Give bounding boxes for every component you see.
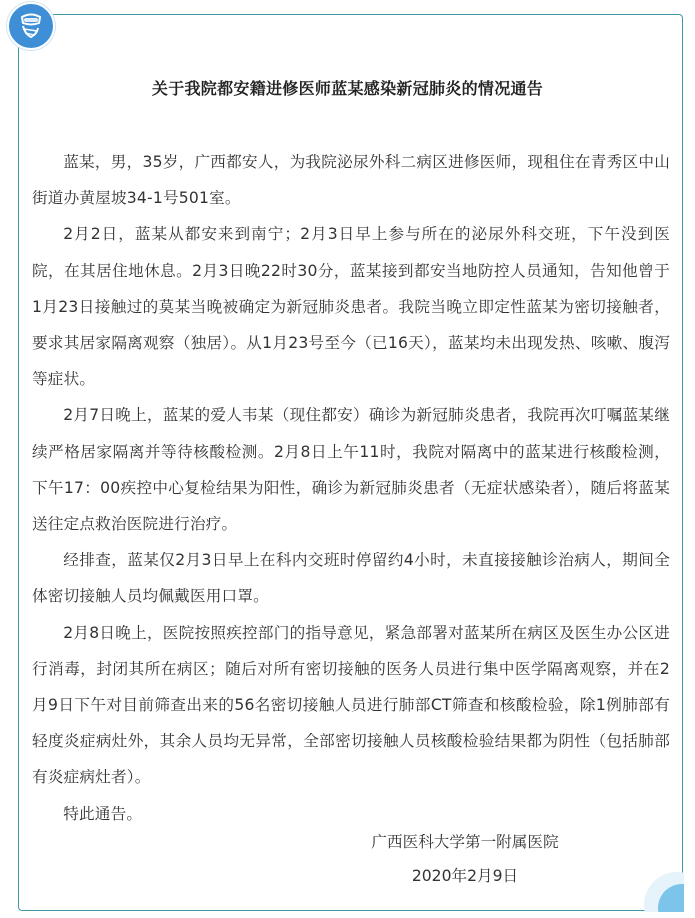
paragraph-diagnosis: 2月7日晚上，蓝某的爱人韦某（现住都安）确诊为新冠肺炎患者，我院再次叮嘱蓝某继续严格居家隔离并等待核酸检测。2月8日上午11时，我院对隔离中的蓝某进行核酸检测，下午17：00疾控中心复检结果为阳性，确诊为新冠肺炎患者（无症状感染者），随后将蓝某送往定点救治医院进行治疗。 — [32, 406, 670, 534]
corner-decoration — [644, 872, 684, 912]
paragraph-personal-info: 蓝某，男，35岁，广西都安人，为我院泌尿外科二病区进修医师，现租住在青秀区中山街道办黄屋坡34-1号501室。 — [32, 153, 670, 208]
notice-title: 关于我院都安籍进修医师蓝某感染新冠肺炎的情况通告 — [151, 79, 544, 98]
paragraph-timeline-feb2: 2月2日，蓝某从都安来到南宁；2月3日早上参与所在的泌尿外科交班，下午没到医院，在其居住地休息。2月3日晚22时30分，蓝某接到都安当地防控人员通知，告知他曾于1月23日接触过的莫某当晚被确定为新冠肺炎患者。我院当晚立即定性蓝某为密切接触者，要求其居家隔离观察（独居）。从1月23号至今（已16天），蓝某均未出现发热、咳嗽、腹泻等症状。 — [32, 225, 670, 389]
paragraph-hospital-response: 2月8日晚上，医院按照疾控部门的指导意见，紧急部署对蓝某所在病区及医生办公区进行消毒，封闭其所在病区；随后对所有密切接触的医务人员进行集中医学隔离观察，并在2月9日下午对目前筛查出来的56名密切接触人员进行肺部CT筛查和核酸检验，除1例肺部有轻度炎症病灶外，其余人员均无异常，全部密切接触人员核酸检验结果都为阴性（包括肺部有炎症病灶者）。 — [32, 623, 670, 787]
notice-body — [32, 144, 670, 832]
mask-goggles-icon — [7, 2, 55, 50]
paragraph-contact-investigation: 经排查，蓝某仅2月3日早上在科内交班时停留约4小时，未直接接触诊治病人，期间全体密切接触人员均佩戴医用口罩。 — [32, 551, 670, 606]
paragraph-closing: 特此通告。 — [63, 804, 143, 823]
signature-organization: 广西医科大学第一附属医院 — [371, 833, 559, 851]
protective-gear-icon — [15, 10, 47, 42]
signature-date: 2020年2月9日 — [411, 867, 519, 885]
